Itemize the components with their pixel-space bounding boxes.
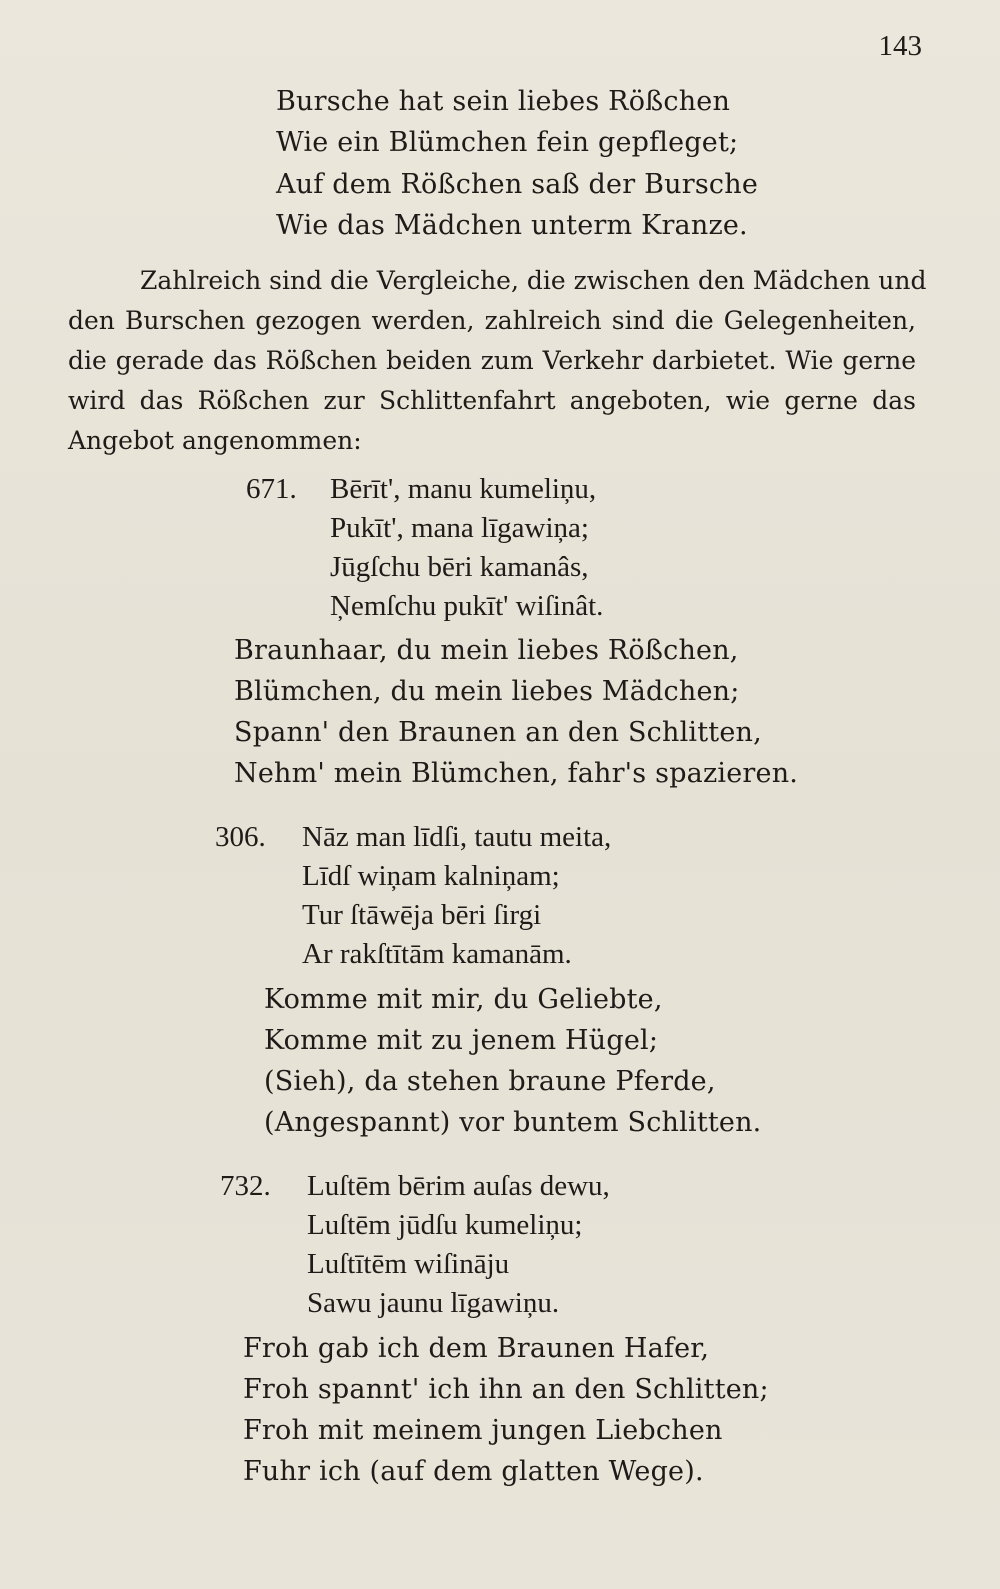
- german-verse-line: Fuhr ich (auf dem glatten Wege).: [243, 1456, 704, 1487]
- stanza-line: Wie ein Blümchen fein gepfleget;: [276, 127, 739, 158]
- latvian-verse-line: Pukīt', mana līgawiņa;: [330, 512, 589, 544]
- song-number: 732.: [220, 1170, 271, 1202]
- german-verse-line: Komme mit mir, du Geliebte,: [264, 984, 663, 1015]
- latvian-verse-line: Ar rakſtītām kamanām.: [302, 938, 572, 970]
- paragraph-line: Zahlreich sind die Vergleiche, die zwischen den Mädchen und: [140, 266, 927, 295]
- latvian-verse-line: Luſtēm jūdſu kumeliņu;: [307, 1209, 583, 1241]
- song-number: 306.: [215, 821, 266, 853]
- latvian-verse-line: Nāz man līdſi, tautu meita,: [302, 821, 612, 853]
- german-verse-line: Froh gab ich dem Braunen Hafer,: [243, 1333, 710, 1364]
- latvian-verse-line: Līdſ wiņam kalniņam;: [302, 860, 560, 892]
- latvian-verse-line: Luſtītēm wiſināju: [307, 1248, 510, 1280]
- german-verse-line: Komme mit zu jenem Hügel;: [264, 1025, 659, 1056]
- german-verse-line: Blümchen, du mein liebes Mädchen;: [234, 676, 740, 707]
- german-verse-line: Nehm' mein Blümchen, fahr's spazieren.: [234, 758, 799, 789]
- german-verse-line: Froh mit meinem jungen Liebchen: [243, 1415, 723, 1446]
- stanza-line: Bursche hat sein liebes Rößchen: [276, 86, 731, 117]
- german-verse-line: Braunhaar, du mein liebes Rößchen,: [234, 635, 739, 666]
- stanza-line: Wie das Mädchen unterm Kranze.: [276, 210, 748, 241]
- page-number: 143: [878, 30, 922, 62]
- paragraph-line: wird das Rößchen zur Schlittenfahrt angeboten, wie gerne das: [68, 386, 916, 415]
- paragraph-line: Angebot angenommen:: [68, 426, 362, 455]
- german-verse-line: (Sieh), da stehen braune Pferde,: [264, 1066, 716, 1097]
- latvian-verse-line: Jūgſchu bēri kamanâs,: [330, 551, 589, 583]
- paragraph-line: den Burschen gezogen werden, zahlreich sind die Gelegenheiten,: [68, 306, 916, 335]
- german-verse-line: Spann' den Braunen an den Schlitten,: [234, 717, 762, 748]
- latvian-verse-line: Sawu jaunu līgawiņu.: [307, 1287, 560, 1319]
- latvian-verse-line: Bērīt', manu kumeliņu,: [330, 473, 597, 505]
- german-verse-line: (Angespannt) vor buntem Schlitten.: [264, 1107, 762, 1138]
- latvian-verse-line: Tur ſtāwēja bēri ſirgi: [302, 899, 542, 931]
- latvian-verse-line: Ņemſchu pukīt' wiſinât.: [330, 590, 604, 622]
- song-number: 671.: [246, 473, 297, 505]
- latvian-verse-line: Luſtēm bērim auſas dewu,: [307, 1170, 610, 1202]
- stanza-line: Auf dem Rößchen saß der Bursche: [276, 169, 758, 200]
- german-verse-line: Froh spannt' ich ihn an den Schlitten;: [243, 1374, 769, 1405]
- paragraph-line: die gerade das Rößchen beiden zum Verkehr darbietet. Wie gerne: [68, 346, 916, 375]
